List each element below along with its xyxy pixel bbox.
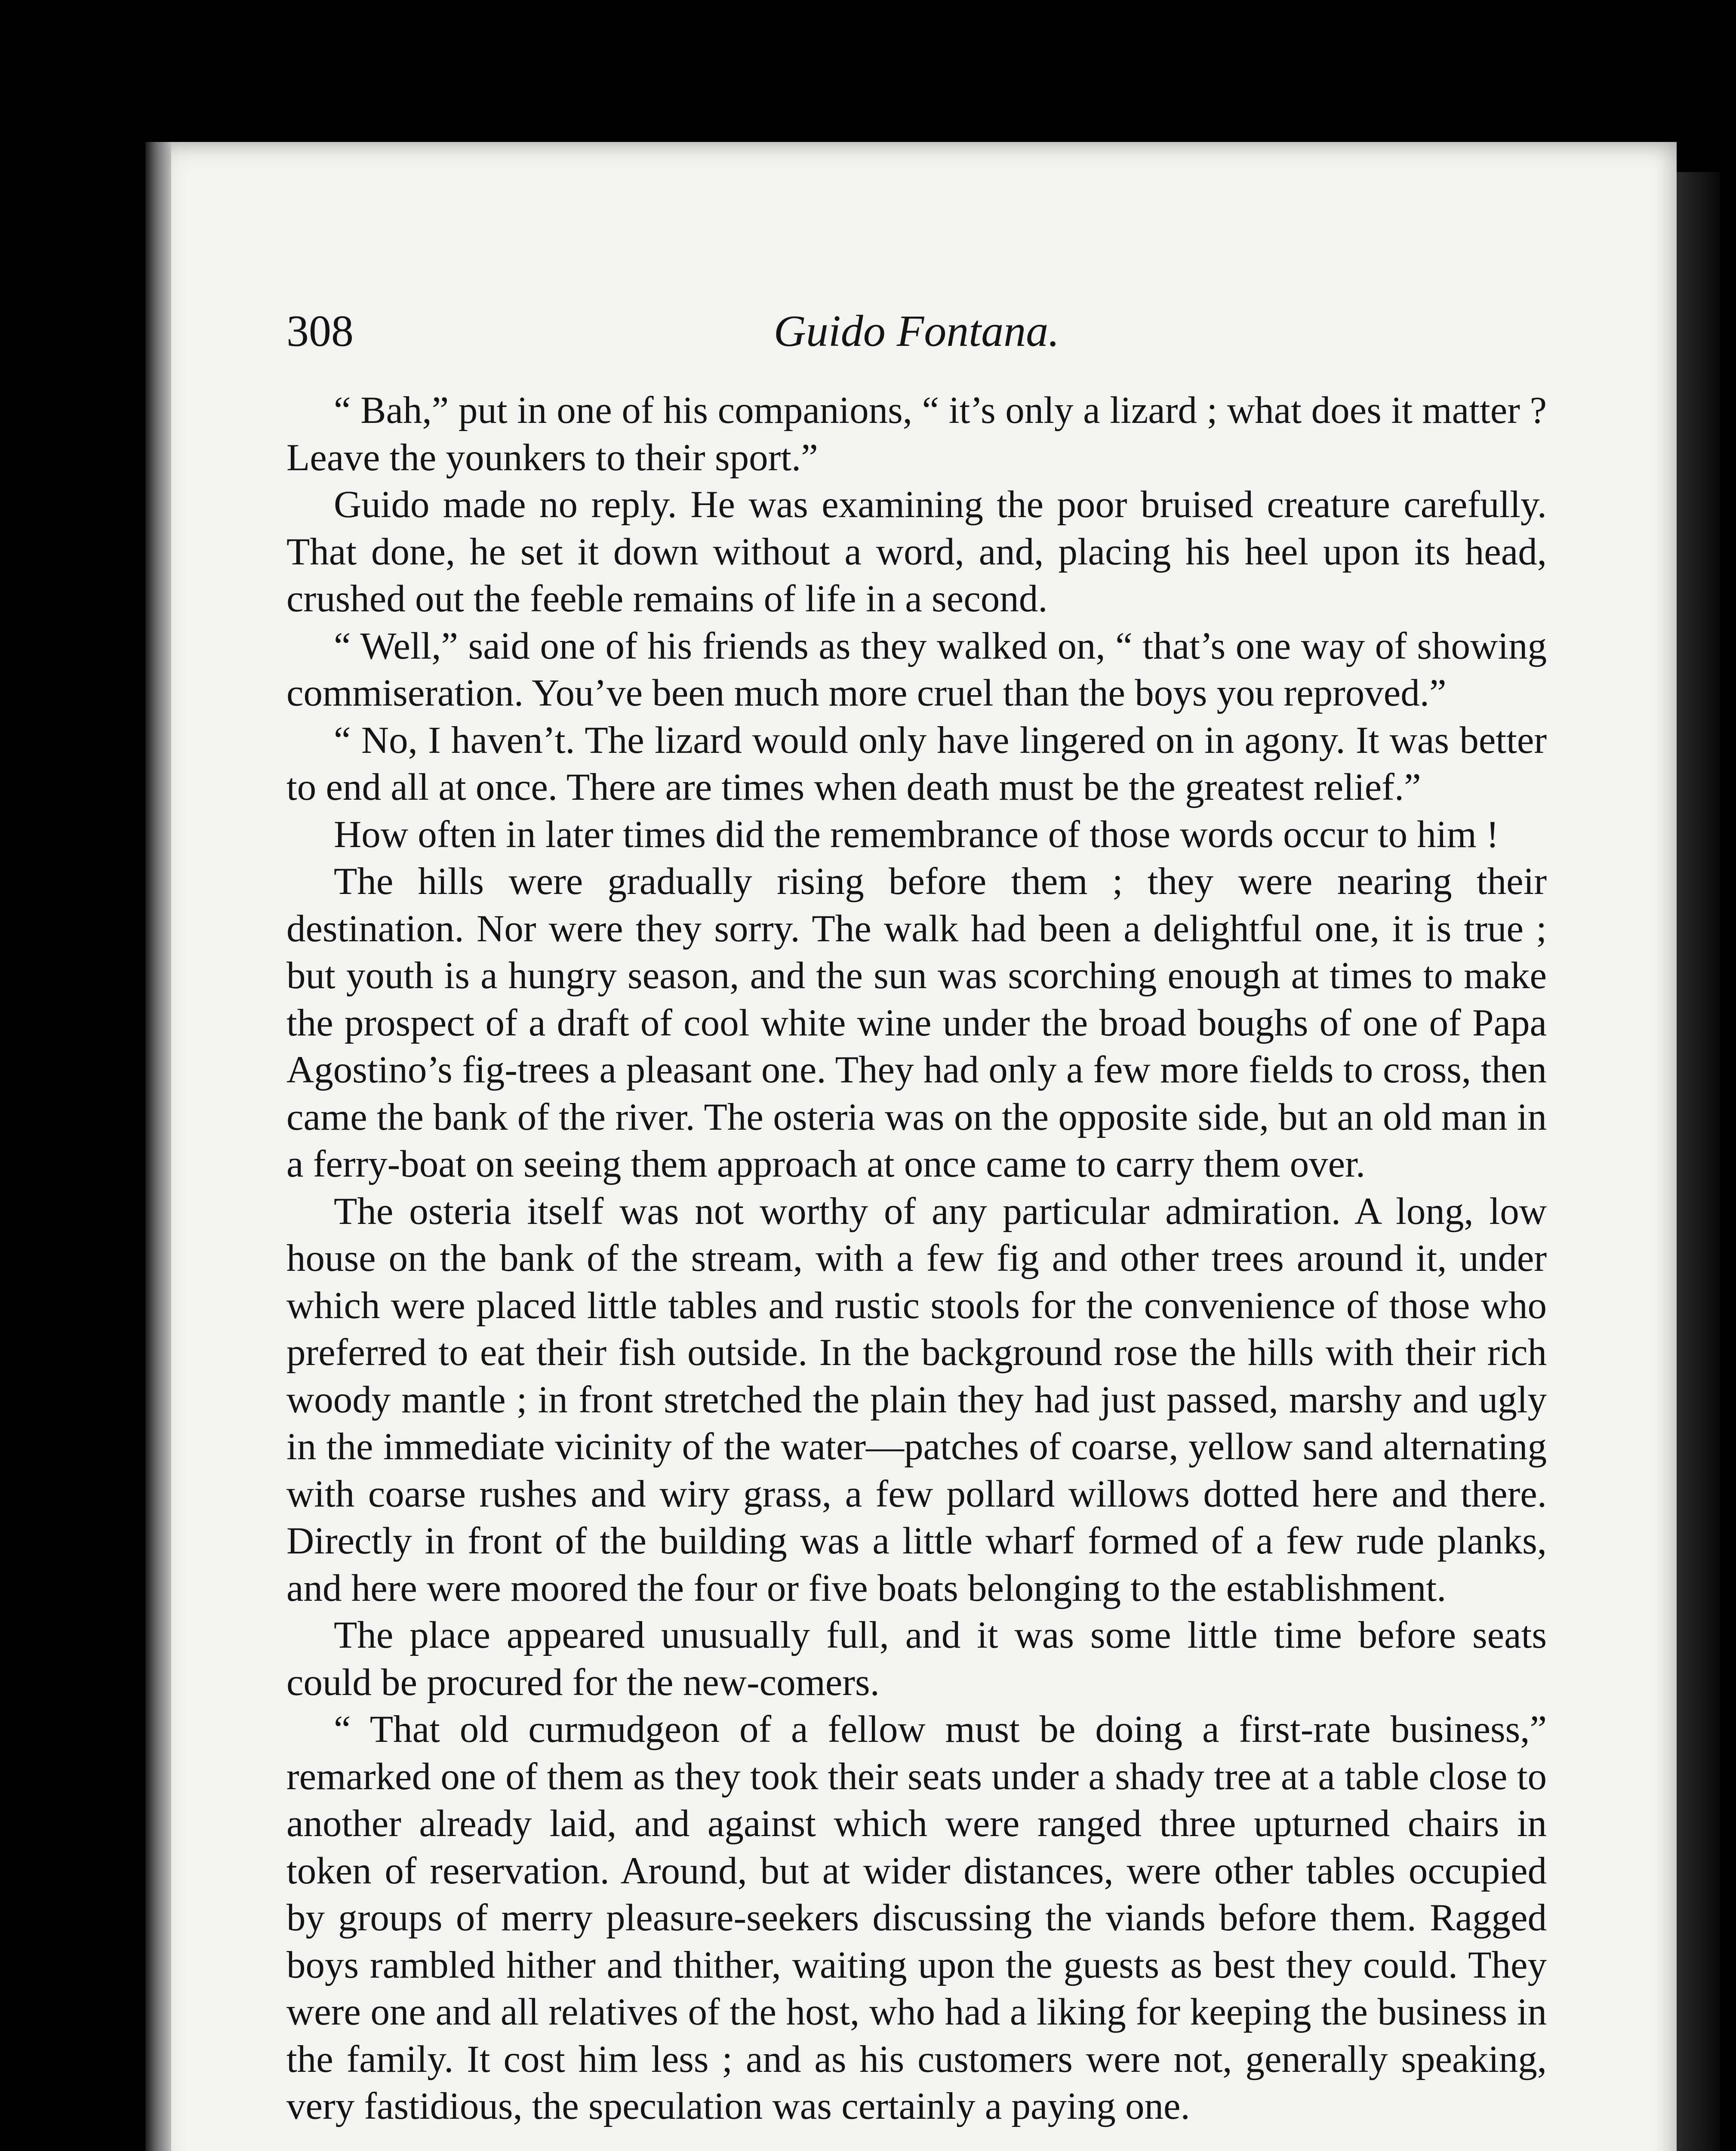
paragraph: “ Well,” said one of his friends as they walked on, “ that’s one way of showing commiseration. You’ve been much more cruel than the boys you reproved.”	[286, 625, 1547, 714]
page-number: 308	[286, 306, 354, 356]
paragraph: Guido made no reply. He was examining the poor bruised creature carefully. That done, he set it down without a word, and, placing his heel upon its head, crushed out the feeble remains of life in a second.	[286, 484, 1547, 620]
paragraph: The osteria itself was not worthy of any particular admiration. A long, low house on the bank of the stream, with a few fig and other trees around it, under which were placed little tables and rustic stools for the convenience of those who preferred to eat their fish outside. In the background rose the hills with their rich woody mantle ; in front stretched the plain they had just passed, marshy and ugly in the immediate vicinity of the water—patches of coarse, yellow sand alternating with coarse rushes and wiry grass, a few pollard willows dotted here and there. Directly in front of the building was a little wharf formed of a few rude planks, and here were moored the four or five boats belonging to the establishment.	[286, 1190, 1547, 1609]
paragraph: “ Bah,” put in one of his companions, “ it’s only a lizard ; what does it matter ? Leave the younkers to their sport.”	[286, 389, 1547, 479]
running-head: Guido Fontana.	[773, 306, 1060, 356]
paragraph: The place appeared unusually full, and it was some little time before seats could be procured for the new-comers.	[286, 1614, 1547, 1704]
paragraph: How often in later times did the remembrance of those words occur to him !	[334, 813, 1499, 856]
page-header	[286, 301, 1547, 361]
adjacent-page-edge	[1677, 172, 1720, 2151]
body-text	[286, 387, 1547, 2130]
page-gutter	[145, 142, 171, 2151]
paragraph: “ That old curmudgeon of a fellow must be doing a first-rate business,” remarked one of them as they took their seats under a shady tree at a table close to another already laid, and against which were ranged three upturned chairs in token of reservation. Around, but at wider distances, were other tables occupied by groups of merry pleasure-seekers discussing the viands before them. Ragged boys rambled hither and thither, waiting upon the guests as best they could. They were one and all relatives of the host, who had a liking for keeping the business in the family. It cost him less ; and as his customers were not, generally speaking, very fastidious, the speculation was certainly a paying one.	[286, 1708, 1547, 2127]
paragraph: “ No, I haven’t. The lizard would only have lingered on in agony. It was better to end all at once. There are times when death must be the greatest relief.”	[286, 719, 1547, 808]
paragraph: The hills were gradually rising before them ; they were nearing their destination. Nor were they sorry. The walk had been a delightful one, it is true ; but youth is a hungry season, and the sun was scorching enough at times to make the prospect of a draft of cool white wine under the broad boughs of one of Papa Agostino’s fig-trees a pleasant one. They had only a few more fields to cross, then came the bank of the river. The osteria was on the opposite side, but an old man in a ferry-boat on seeing them approach at once came to carry them over.	[286, 860, 1547, 1185]
